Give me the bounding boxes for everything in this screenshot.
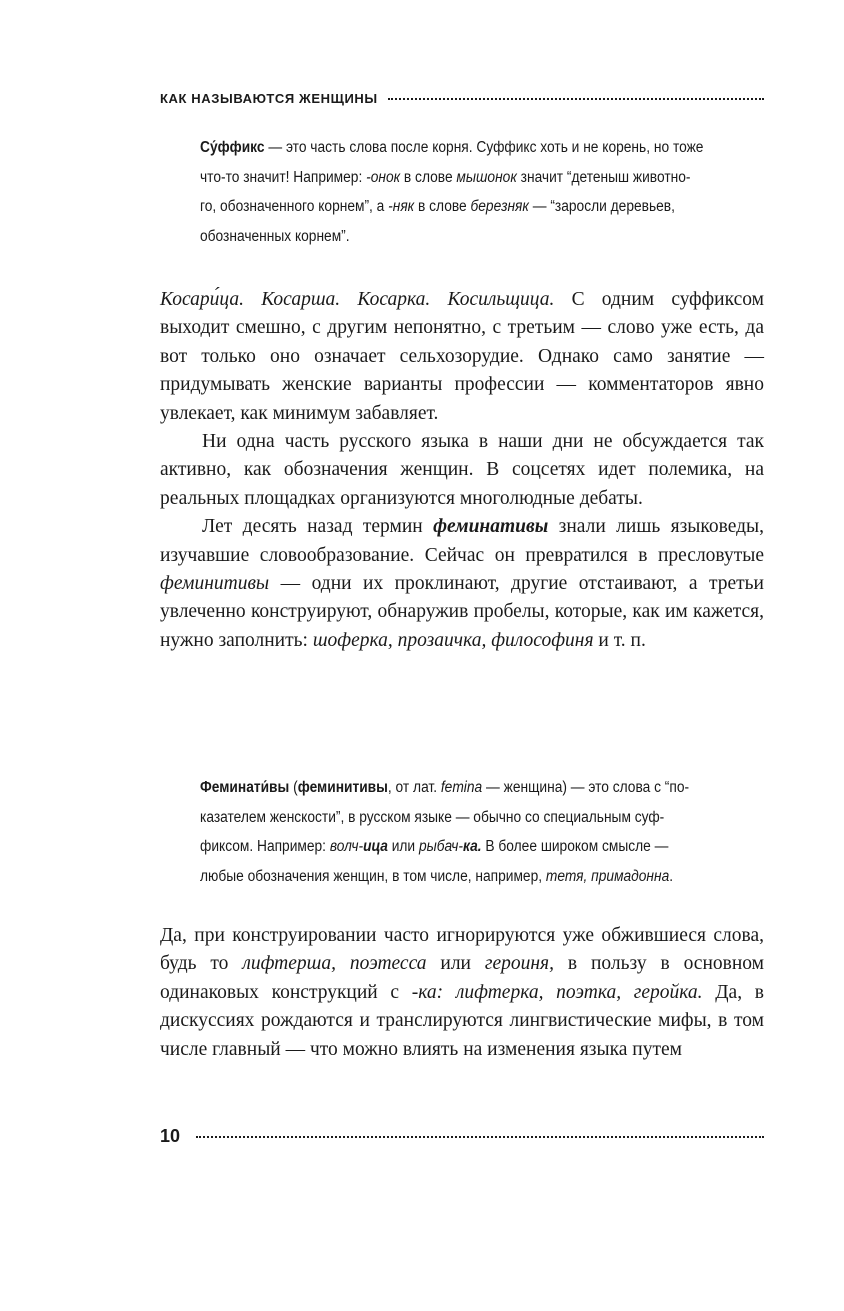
emphasized-text: шоферка, прозаичка, философиня [312, 629, 594, 651]
text-run: фиксом. Например: [200, 838, 330, 855]
box-line [200, 163, 708, 193]
emphasized-text: феминативы [433, 516, 549, 538]
text-run: Да, в дискуссиях рождаются и транслируются лингвистические мифы, в том числе главный — что можно влиять на изменения языка путем [160, 981, 764, 1060]
text-run: го, обозначенного корнем”, а [200, 198, 389, 215]
emphasized-text: мышонок [456, 168, 517, 186]
text-run: Да, при конструировании часто игнорируются уже обжившиеся слова, будь то [160, 925, 764, 975]
text-run: ( [289, 779, 298, 796]
emphasized-text: Су́ффикс [200, 139, 265, 156]
footer-leader [196, 1136, 764, 1138]
box-line [200, 803, 708, 833]
emphasized-text: рыбач- [418, 838, 463, 855]
text-run: — женщина) — это слова с “по- [482, 779, 690, 796]
text-run: . [669, 867, 674, 885]
emphasized-text: феминитивы [297, 779, 388, 796]
text-run: В более широком смысле — [481, 838, 669, 855]
text-run: знали лишь языковеды, изучавшие словообразование. Сейчас он превратился в пресловутые [160, 516, 764, 566]
text-run: или [387, 838, 419, 855]
text-run: или [426, 953, 485, 975]
box-line [200, 773, 708, 803]
paragraph [160, 428, 764, 513]
text-run: — “заросли деревьев, [528, 198, 675, 215]
text-run: — это часть слова после корня. Суффикс хоть и не корень, но тоже [264, 139, 704, 156]
emphasized-text: ка. [462, 838, 482, 855]
emphasized-text: femina [440, 779, 483, 796]
emphasized-text: волч- [329, 838, 364, 855]
page-number: 10 [160, 1126, 181, 1146]
emphasized-text: героиня, [484, 953, 555, 975]
text-run: значит “детеныш животно- [516, 168, 691, 186]
text-run: в слове [400, 168, 457, 186]
running-head-leader [388, 98, 764, 100]
emphasized-text: березняк [470, 198, 529, 215]
text-run: , от лат. [387, 779, 441, 796]
text-run: С одним суффиксом выходит смешно, с другим непонятно, с третьим — слово уже есть, да вот только оно означает сельхозорудие. Однако само занятие — придумывать женские варианты профессии — комментаторов явно увлекает, как минимум забавляет. [160, 289, 764, 424]
emphasized-text: тетя, примадонна [545, 867, 670, 885]
running-head [160, 91, 764, 111]
text-run: любые обозначения женщин, в том числе, например, [200, 867, 546, 885]
text-run: что-то значит! Например: [200, 168, 367, 186]
emphasized-text: -няк [388, 198, 415, 215]
text-run: казателем женскости”, в русском языке — обычно со специальным суф- [200, 808, 665, 826]
emphasized-text: лифтерша, поэтесса [242, 953, 427, 975]
feminative-definition-box [200, 773, 708, 891]
running-head-title: КАК НАЗЫВАЮТСЯ ЖЕНЩИНЫ [160, 91, 378, 106]
body-text-section-2 [160, 922, 764, 1064]
body-text-section-1 [160, 286, 764, 655]
box-line [200, 133, 708, 163]
emphasized-text: феминитивы [160, 573, 270, 595]
emphasized-text: Косари́ца. Косарша. Косарка. Косильщица. [160, 289, 555, 310]
emphasized-text: -ка: лифтерка, поэтка, геройка. [411, 981, 703, 1003]
box-line [200, 862, 708, 892]
text-run: обозначенных корнем”. [200, 227, 350, 245]
paragraph [160, 286, 764, 428]
text-run: — одни их проклинают, другие отстаивают, а третьи увлеченно конструируют, обнаружив пробелы, которые, как им кажется, нужно заполнить: [160, 573, 764, 651]
text-run: в пользу в основном одинаковых конструкций с [160, 953, 765, 1003]
paragraph [160, 513, 764, 655]
emphasized-text: ица [363, 838, 388, 855]
text-run: в слове [414, 198, 471, 215]
box-line [200, 832, 708, 862]
text-run: Лет десять назад термин [202, 516, 434, 538]
box-line [200, 192, 708, 222]
suffix-definition-box [200, 133, 708, 251]
box-line [200, 222, 708, 252]
text-run: Ни одна часть русского языка в наши дни не обсуждается так активно, как обозначения женщин. В соцсетях идет полемика, на реальных площадках организуются многолюдные дебаты. [160, 431, 764, 509]
emphasized-text: -онок [366, 168, 401, 186]
text-run: и т. п. [593, 629, 646, 651]
paragraph [160, 922, 764, 1064]
page-footer [160, 1126, 764, 1152]
emphasized-text: Феминати́вы [200, 779, 290, 796]
